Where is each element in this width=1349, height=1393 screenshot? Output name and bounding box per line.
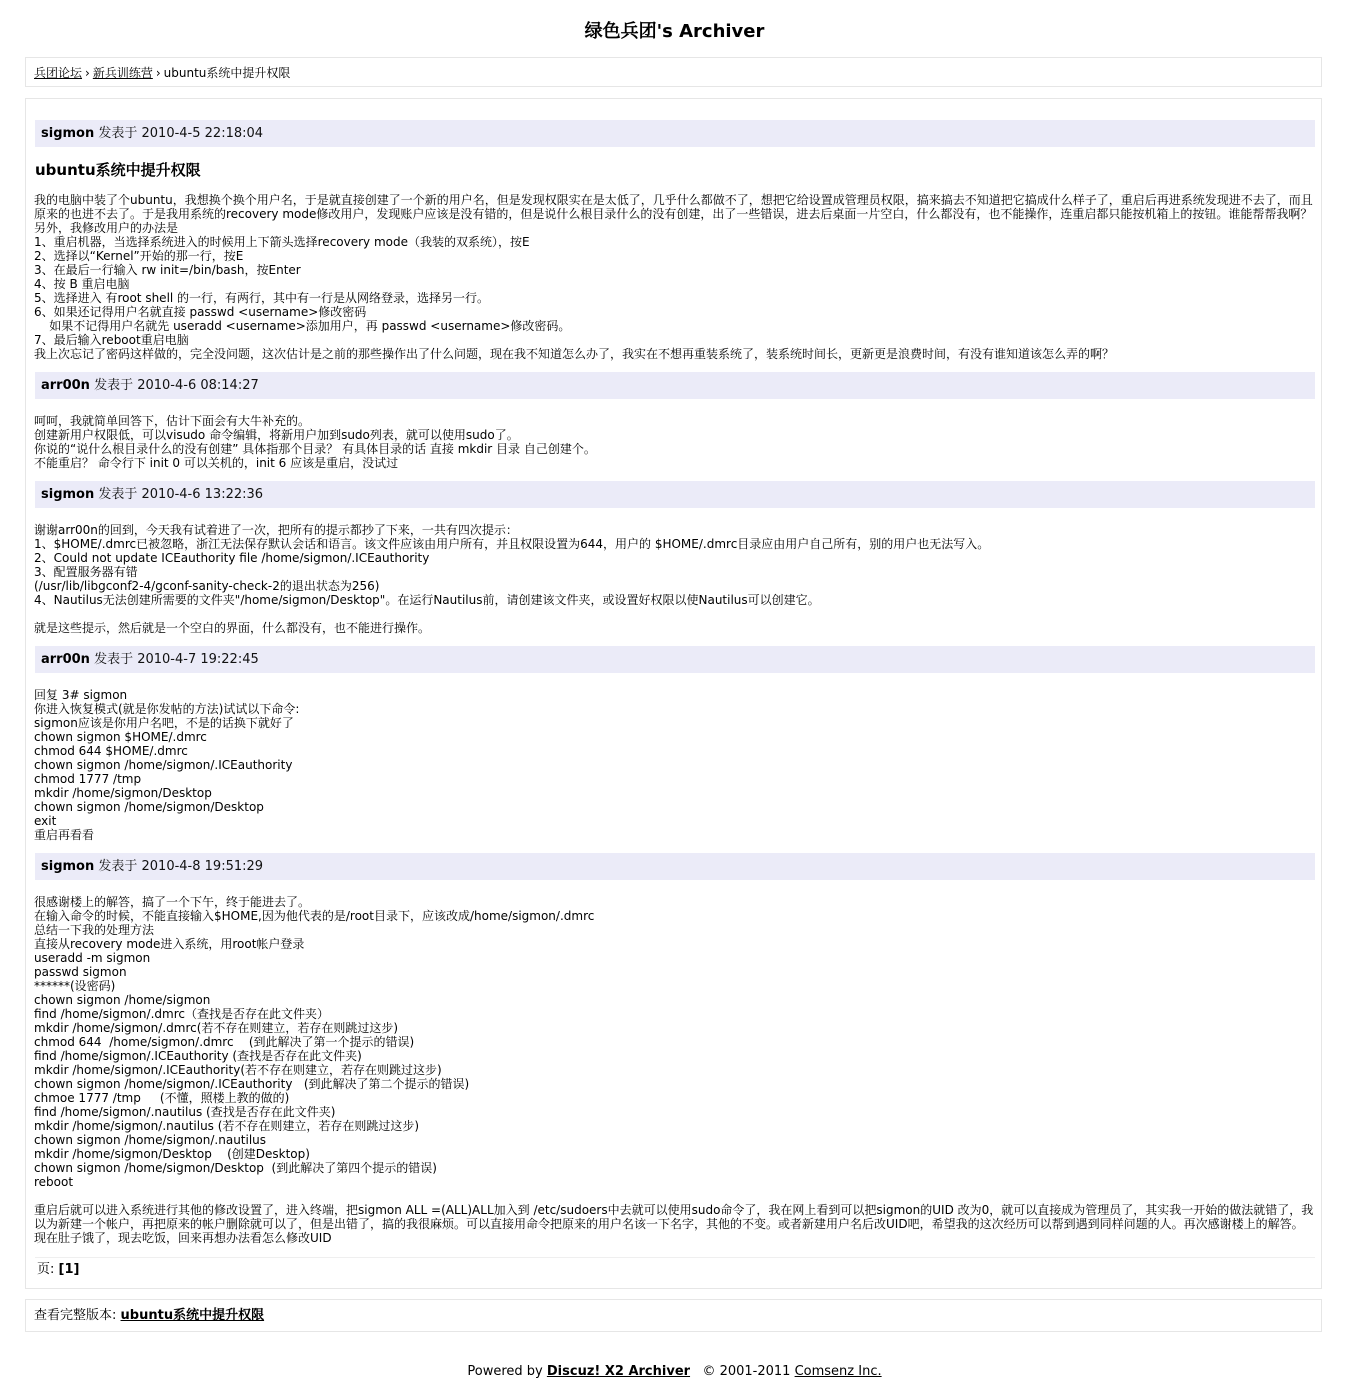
thread-content (25, 98, 1322, 1289)
post-meta: 发表于 2010-4-8 19:51:29 (98, 859, 264, 874)
breadcrumb-link-forum[interactable]: 兵团论坛 (34, 66, 83, 80)
post-meta: 发表于 2010-4-6 13:22:36 (98, 487, 264, 502)
breadcrumb-current: ubuntu系统中提升权限 (163, 66, 291, 80)
footer-comsenz-link[interactable]: Comsenz Inc. (794, 1364, 882, 1379)
full-version-link[interactable]: ubuntu系统中提升权限 (120, 1308, 265, 1323)
post-author: arr00n (41, 652, 90, 667)
post-body: 很感谢楼上的解答，搞了一个下午，终于能进去了。 在输入命令的时候，不能直接输入$HOME,因为他代表的是/root目录下，应该改成/home/sigmon/.dmrc 总结一下我的处理方法 直接从recovery mode进入系统，用root帐户登录 useradd -m sigmon passwd sigmon ******(设密码) chown sigmon /home/sigmon find /home/sigmon/.dmrc（查找是否存在此文件夹） mkdir /home/sigmon/.dmrc(若不存在则建立，若存在则跳过这步) chmod 644 /home/sigmon/.dmrc (到此解决了第一个提示的错误) find /home/sigmon/.ICEauthority (查找是否存在此文件夹) mkdir /home/sigmon/.ICEauthority(若不存在则建立，若存在则跳过这步) chown sigmon /home/sigmon/.ICEauthority (到此解决了第二个提示的错误) chmoe 1777 /tmp (不懂，照楼上教的做的) find /home/sigmon/.nautilus (查找是否存在此文件夹) mkdir /home/sigmon/.nautilus (若不存在则建立，若存在则跳过这步) chown sigmon /home/sigmon/.nautilus mkdir /home/sigmon/Desktop (创建Desktop) chown sigmon /home/sigmon/Desktop (到此解决了第四个提示的错误) reboot 重启后就可以进入系统进行其他的修改设置了，进入终端，把sigmon ALL =(ALL)ALL加入到 /etc/sudoers中去就可以使用sudo命令了，我在网上看到可以把sigmon的UID 改为0，就可以直接成为管理员了，其实我一开始的做法就错了，我以为新建一个帐户，再把原来的帐户删除就可以了，但是出错了，搞的我很麻烦。可以直接用命令把原来的用户名该一下名字，其他的不变。或者新建用户名后改UID吧，希望我的这次经历可以帮到遇到同样问题的人。再次感谢楼上的解答。 现在肚子饿了，现去吃饭，回来再想办法看怎么修改UID (34, 895, 1314, 1245)
breadcrumb-link-board[interactable]: 新兵训练营 (92, 66, 153, 80)
post-meta: 发表于 2010-4-5 22:18:04 (98, 126, 264, 141)
thread-subject: ubuntu系统中提升权限 (35, 161, 201, 179)
post-meta: 发表于 2010-4-6 08:14:27 (94, 378, 259, 393)
post-header (35, 372, 1315, 399)
post-body: 谢谢arr00n的回到，今天我有试着进了一次，把所有的提示都抄了下来，一共有四次提示： 1、$HOME/.dmrc已被忽略，浙江无法保存默认会话和语言。该文件应该由用户所有，并且权限设置为644，用户的 $HOME/.dmrc目录应由用户自己所有，别的用户也无法写入。 2、Could not update ICEauthority file /home/sigmon/.ICEauthority 3、配置服务器有错 (/usr/lib/libgconf2-4/gconf-sanity-check-2的退出状态为256) 4、Nautilus无法创建所需要的文件夹"/home/sigmon/Desktop"。在运行Nautilus前，请创建该文件夹，或设置好权限以使Nautilus可以创建它。 就是这些提示，然后就是一个空白的界面，什么都没有，也不能进行操作。 (34, 523, 990, 635)
full-version-box (25, 1299, 1322, 1332)
post-author: arr00n (41, 378, 90, 393)
footer-powered-by: Powered by (467, 1364, 543, 1379)
post-author: sigmon (41, 859, 95, 874)
post-body: 我的电脑中装了个ubuntu，我想换个换个用户名，于是就直接创建了一个新的用户名，但是发现权限实在是太低了，几乎什么都做不了，想把它给设置成管理员权限，搞来搞去不知道把它搞成什么样子了，重启后再进系统发现进不去了，而且原来的也进不去了。于是我用系统的recovery mode修改用户，发现账户应该是没有错的，但是说什么根目录什么的没有创建，出了一些错误，进去后桌面一片空白，什么都没有，也不能操作，连重启都只能按机箱上的按钮。谁能帮帮我啊？ 另外，我修改用户的办法是 1、重启机器，当选择系统进入的时候用上下箭头选择recovery mode（我装的双系统），按E 2、选择以“Kernel”开始的那一行，按E 3、在最后一行输入 rw init=/bin/bash，按Enter 4、按 B 重启电脑 5、选择进入 有root shell 的一行，有两行，其中有一行是从网络登录，选择另一行。 6、如果还记得用户名就直接 passwd <username>修改密码 如果不记得用户名就先 useradd <username>添加用户，再 passwd <username>修改密码。 7、最后输入reboot重启电脑 我上次忘记了密码这样做的，完全没问题，这次估计是之前的那些操作出了什么问题，现在我不知道怎么办了，我实在不想再重装系统了，装系统时间长，更新更是浪费时间，有没有谁知道该怎么弄的啊？ (34, 193, 1313, 361)
breadcrumb (25, 57, 1322, 87)
post-author: sigmon (41, 487, 95, 502)
footer-copyright: © 2001-2011 (702, 1364, 791, 1379)
post-header (35, 646, 1315, 673)
post-body: 回复 3# sigmon 你进入恢复模式(就是你发帖的方法)试试以下命令: sigmon应该是你用户名吧，不是的话换下就好了 chown sigmon $HOME/.dmrc chmod 644 $HOME/.dmrc chown sigmon /home/sigmon/.ICEauthority chmod 1777 /tmp mkdir /home/sigmon/Desktop chown sigmon /home/sigmon/Desktop exit 重启再看看 (34, 688, 300, 842)
post-meta: 发表于 2010-4-7 19:22:45 (94, 652, 259, 667)
site-title: 绿色兵团's Archiver (584, 21, 765, 42)
post-header (35, 853, 1315, 880)
pagination-label: 页: (37, 1262, 55, 1277)
post-header (35, 481, 1315, 508)
breadcrumb-separator: › (155, 66, 161, 80)
pagination-current-page: [1] (58, 1262, 80, 1277)
post-author: sigmon (41, 126, 95, 141)
post-header (35, 120, 1315, 147)
breadcrumb-separator: › (85, 66, 90, 80)
footer-discuz-link[interactable]: Discuz! X2 Archiver (546, 1364, 691, 1379)
post-body: 呵呵，我就简单回答下，估计下面会有大牛补充的。 创建新用户权限低，可以visudo 命令编辑，将新用户加到sudo列表，就可以使用sudo了。 你说的“说什么根目录什么的没有创建” 具体指那个目录？ 有具体目录的话 直接 mkdir 目录 自己创建个。 不能重启？ 命令行下 init 0 可以关机的，init 6 应该是重启，没试过 (34, 414, 596, 470)
pagination (35, 1257, 1315, 1281)
full-version-label: 查看完整版本: (34, 1308, 117, 1323)
footer (0, 1362, 1349, 1382)
